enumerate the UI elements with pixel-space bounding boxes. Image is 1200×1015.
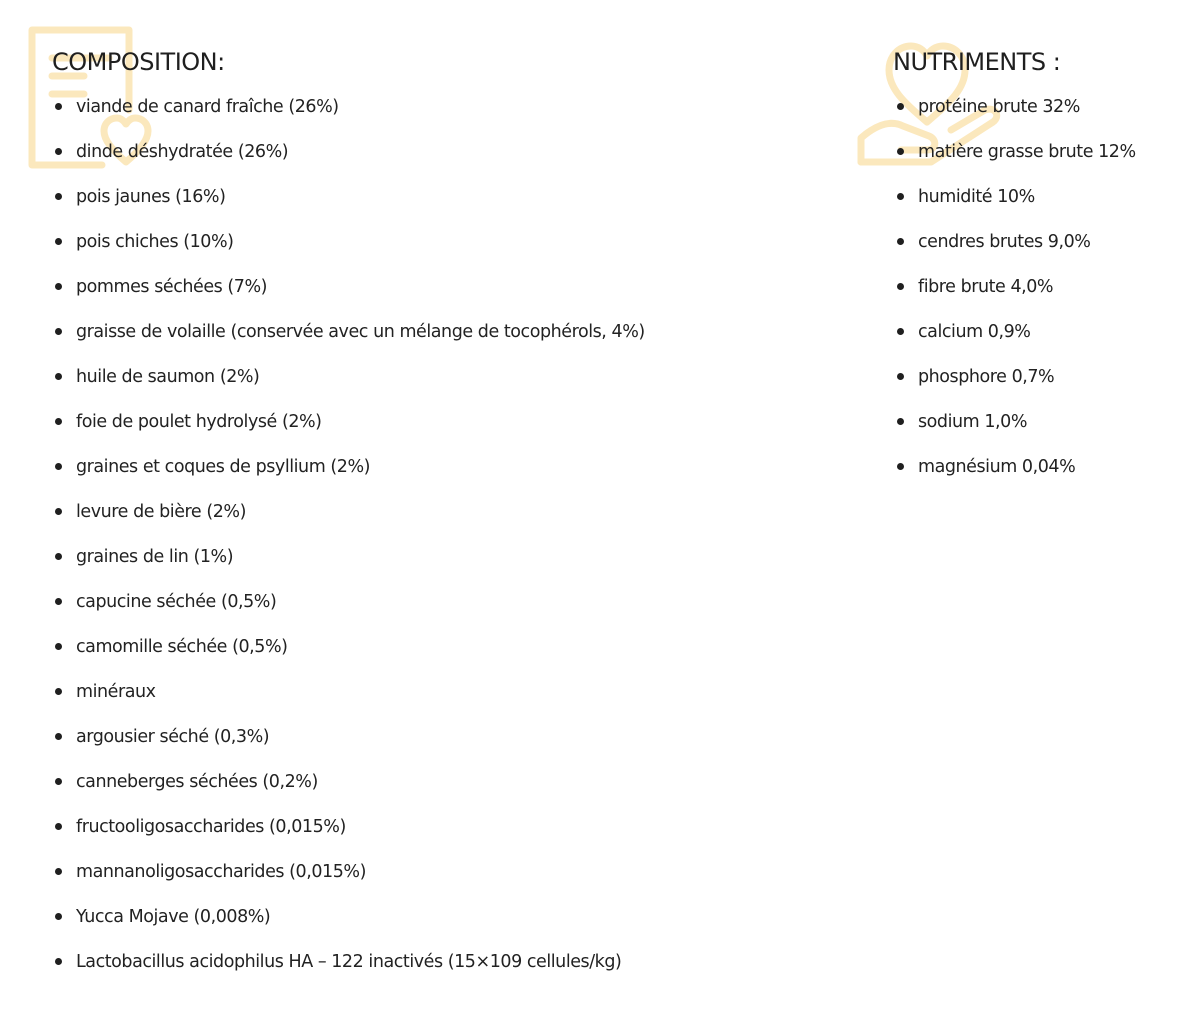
list-item: canneberges séchées (0,2%) [55, 759, 645, 804]
list-item: capucine séchée (0,5%) [55, 579, 645, 624]
list-item: phosphore 0,7% [897, 354, 1136, 399]
list-item: Yucca Mojave (0,008%) [55, 894, 645, 939]
list-item: calcium 0,9% [897, 309, 1136, 354]
bullet-icon [55, 598, 62, 605]
list-item: pommes séchées (7%) [55, 264, 645, 309]
bullet-icon [55, 508, 62, 515]
nutriments-list [897, 84, 1136, 489]
bullet-icon [897, 418, 904, 425]
bullet-icon [55, 418, 62, 425]
list-item: mannanoligosaccharides (0,015%) [55, 849, 645, 894]
bullet-icon [55, 823, 62, 830]
bullet-icon [55, 103, 62, 110]
bullet-icon [55, 283, 62, 290]
bullet-icon [897, 463, 904, 470]
bullet-icon [55, 373, 62, 380]
bullet-icon [55, 868, 62, 875]
list-item: camomille séchée (0,5%) [55, 624, 645, 669]
bullet-icon [897, 328, 904, 335]
list-item: graines et coques de psyllium (2%) [55, 444, 645, 489]
bullet-icon [897, 373, 904, 380]
list-item: pois jaunes (16%) [55, 174, 645, 219]
list-item: cendres brutes 9,0% [897, 219, 1136, 264]
bullet-icon [897, 283, 904, 290]
bullet-icon [55, 778, 62, 785]
bullet-icon [55, 463, 62, 470]
bullet-icon [55, 733, 62, 740]
bullet-icon [897, 238, 904, 245]
list-item: graines de lin (1%) [55, 534, 645, 579]
bullet-icon [55, 958, 62, 965]
list-item: dinde déshydratée (26%) [55, 129, 645, 174]
nutriments-title: NUTRIMENTS : [893, 48, 1061, 76]
list-item: protéine brute 32% [897, 84, 1136, 129]
bullet-icon [55, 193, 62, 200]
list-item: huile de saumon (2%) [55, 354, 645, 399]
list-item: matière grasse brute 12% [897, 129, 1136, 174]
list-item: humidité 10% [897, 174, 1136, 219]
list-item: fructooligosaccharides (0,015%) [55, 804, 645, 849]
list-item: sodium 1,0% [897, 399, 1136, 444]
bullet-icon [897, 103, 904, 110]
bullet-icon [55, 553, 62, 560]
bullet-icon [55, 913, 62, 920]
bullet-icon [55, 238, 62, 245]
bullet-icon [897, 193, 904, 200]
bullet-icon [55, 688, 62, 695]
composition-list [55, 84, 645, 984]
list-item: Lactobacillus acidophilus HA – 122 inactivés (15×109 cellules/kg) [55, 939, 645, 984]
bullet-icon [897, 148, 904, 155]
list-item: levure de bière (2%) [55, 489, 645, 534]
list-item: fibre brute 4,0% [897, 264, 1136, 309]
list-item: argousier séché (0,3%) [55, 714, 645, 759]
list-item: magnésium 0,04% [897, 444, 1136, 489]
list-item: pois chiches (10%) [55, 219, 645, 264]
bullet-icon [55, 328, 62, 335]
list-item: minéraux [55, 669, 645, 714]
list-item: foie de poulet hydrolysé (2%) [55, 399, 645, 444]
bullet-icon [55, 148, 62, 155]
list-item: graisse de volaille (conservée avec un mélange de tocophérols, 4%) [55, 309, 645, 354]
composition-title: COMPOSITION: [52, 48, 225, 76]
list-item: viande de canard fraîche (26%) [55, 84, 645, 129]
bullet-icon [55, 643, 62, 650]
